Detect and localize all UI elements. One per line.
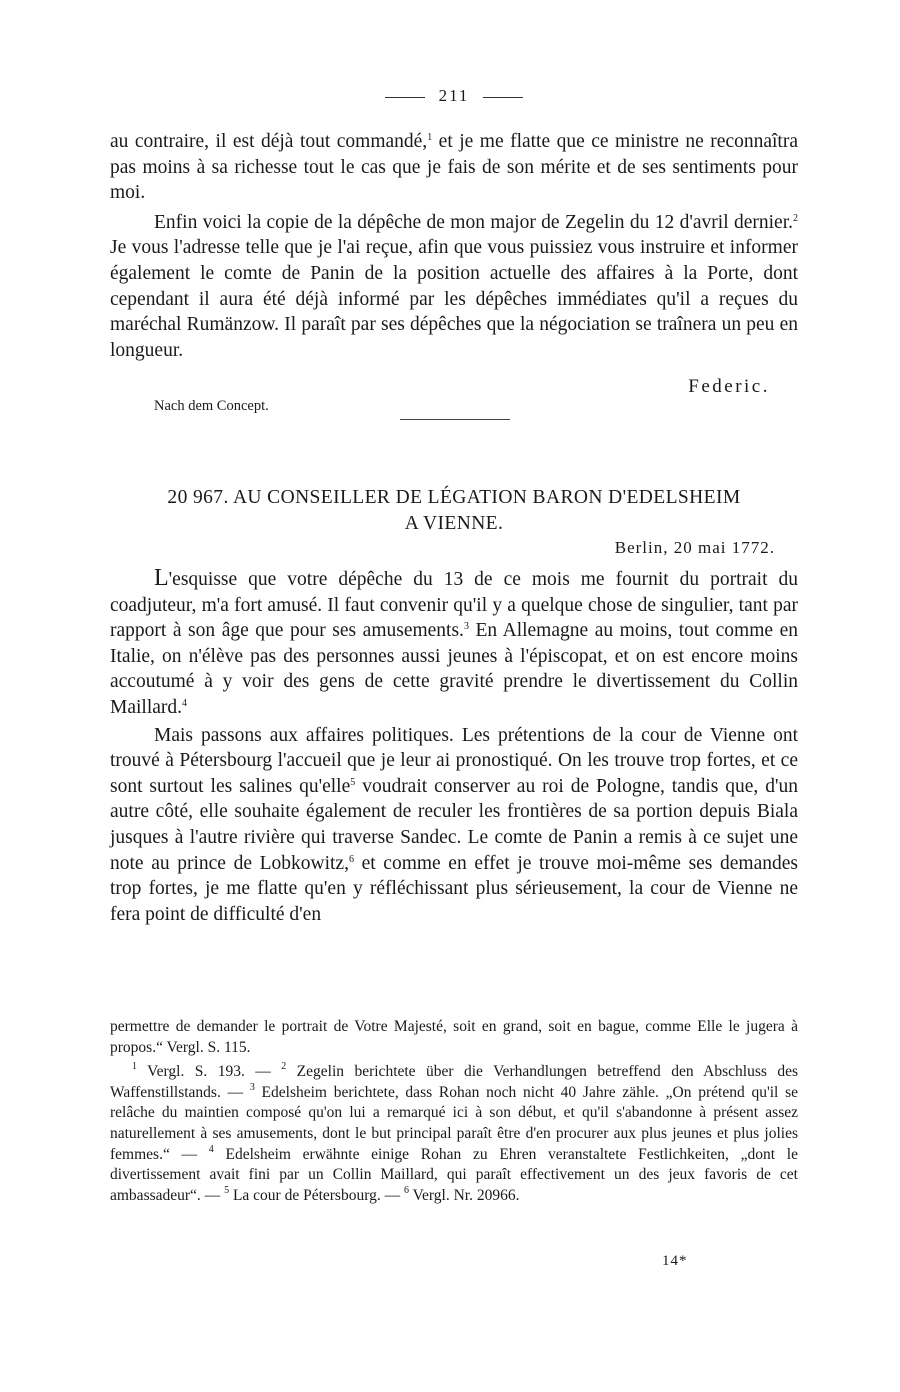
footnote-ref: 4 <box>182 697 188 709</box>
text-span: 'esquisse que votre dépêche du 13 de ce mois me fournit du portrait du coadjuteur, m'a fort amusé. Il faut convenir qu'il y a quelque chose de singulier, tant par rapport à son âge que pour ses amusements. <box>110 569 798 642</box>
text-span: et je me flatte que ce ministre ne reconnaîtra pas moins à sa richesse tout le cas que je fais de son mérite et de ses sentiments pour moi. <box>110 131 798 204</box>
footnote-mark: 3 <box>249 1081 255 1093</box>
signature: Federic. <box>688 376 770 397</box>
letter-body <box>110 566 798 927</box>
initial-letter: L <box>154 565 169 591</box>
letter-number: 20 967. <box>167 487 229 508</box>
header-rule-right <box>483 97 523 98</box>
paragraph <box>110 129 798 206</box>
paragraph <box>110 210 798 364</box>
text-span: En Allemagne au moins, tout comme en Italie, on n'élève pas des personnes aussi jeunes à l'épiscopat, et on est encore moins accoutumé à y voir des gens de cette gravité prendre le divertissement du Collin Maillard. <box>110 620 798 718</box>
header-rule-left <box>385 97 425 98</box>
footnote-6: Vergl. Nr. 20966. <box>408 1186 520 1204</box>
footnote-ref: 2 <box>793 212 798 224</box>
footnotes <box>110 1017 798 1206</box>
text-span: au contraire, il est déjà tout commandé, <box>110 131 428 152</box>
paragraph <box>110 566 798 721</box>
dateline: Berlin, 20 mai 1772. <box>614 538 775 557</box>
letter-title-line2: A VIENNE. <box>404 513 504 534</box>
footnote-5: La cour de Pétersbourg. — <box>229 1186 404 1204</box>
paragraph <box>110 723 798 928</box>
text-span: Enfin voici la copie de la dépêche de mon major de Zegelin du 12 d'avril dernier. <box>154 211 793 233</box>
page <box>110 0 798 1392</box>
footnote-4: Edelsheim erwähnte einige Rohan zu Ehren veranstaltete Festlichkeiten, „dont le divertissement avait fini par un Collin Maillard, qui paraît effectivement un des jeux favoris de cet ambassadeur“. — <box>110 1145 798 1204</box>
footnote-1: Vergl. S. 193. — <box>137 1063 282 1081</box>
footnote-mark: 5 <box>224 1184 230 1196</box>
footnote-ref: 1 <box>427 132 433 143</box>
running-header <box>110 86 798 106</box>
text-span: voudrait conserver au roi de Pologne, tandis que, d'un autre côté, elle souhaite également de reculer les frontières de sa portion depuis Biala jusques à l'autre rivière qui traverse Sandec. Le comte de Panin a remis à ce sujet une note au prince de Lobkowitz, <box>110 775 798 874</box>
footnote-list <box>110 1062 798 1206</box>
letter-title-line1: AU CONSEILLER DE LÉGATION BARON D'EDELSHEIM <box>232 487 741 508</box>
text-span: Je vous l'adresse telle que je l'ai reçue, afin que vous puissiez vous instruire et informer également le comte de Panin de la position actuelle des affaires à la Porte, dont cependant il aura été déjà informé par les dépêches immédiates qu'il a reçues du maréchal Rumänzow. Il paraît par ses dépêches que la négociation se traînera un peu en longueur. <box>110 237 798 361</box>
page-number: 211 <box>438 86 470 105</box>
source-note: Nach dem Concept. <box>154 398 269 414</box>
section-divider <box>400 419 510 420</box>
footnote-ref: 6 <box>348 853 354 865</box>
top-text-block <box>110 129 798 363</box>
text-span: Mais passons aux affaires politiques. Les prétentions de la cour de Vienne ont trouvé à Pétersbourg l'accueil que je leur ai pronostiqué. On les trouve trop fortes, et ce sont surtout les salines qu'elle <box>110 724 798 797</box>
letter-heading <box>110 485 798 537</box>
text-span: et comme en effet je trouve moi-même ses demandes trop fortes, je me flatte qu'en y réfléchissant plus sérieusement, la cour de Vienne ne fera point de difficulté d'en <box>110 852 798 925</box>
footnote-continuation: permettre de demander le portrait de Votre Majesté, soit en grand, soit en bague, comme Elle le jugera à propos.“ Vergl. S. 115. <box>110 1018 798 1056</box>
footnote-mark: 6 <box>403 1184 409 1196</box>
footnote-2: Zegelin berichtete über die Verhandlungen betreffend den Abschluss des Waffenstillstands. — <box>110 1063 799 1101</box>
signature-mark: 14* <box>662 1253 688 1269</box>
footnote-ref: 5 <box>350 776 356 788</box>
footnote-3: Edelsheim berichtete, dass Rohan noch nicht 40 Jahre zähle. „On prétend qu'il se relâche du maintien composé qu'on lui a remarqué ici à son début, et qu'il s'abandonne à présent assez naturellement à ses amusements, dont le but principal paraît être d'en procurer aux plus jeunes et plus jolies femmes.“ — <box>110 1083 799 1163</box>
footnote-ref: 3 <box>463 621 469 633</box>
footnote-mark: 2 <box>281 1061 287 1073</box>
footnote-mark: 4 <box>208 1143 214 1155</box>
footnote-mark: 1 <box>132 1061 137 1073</box>
